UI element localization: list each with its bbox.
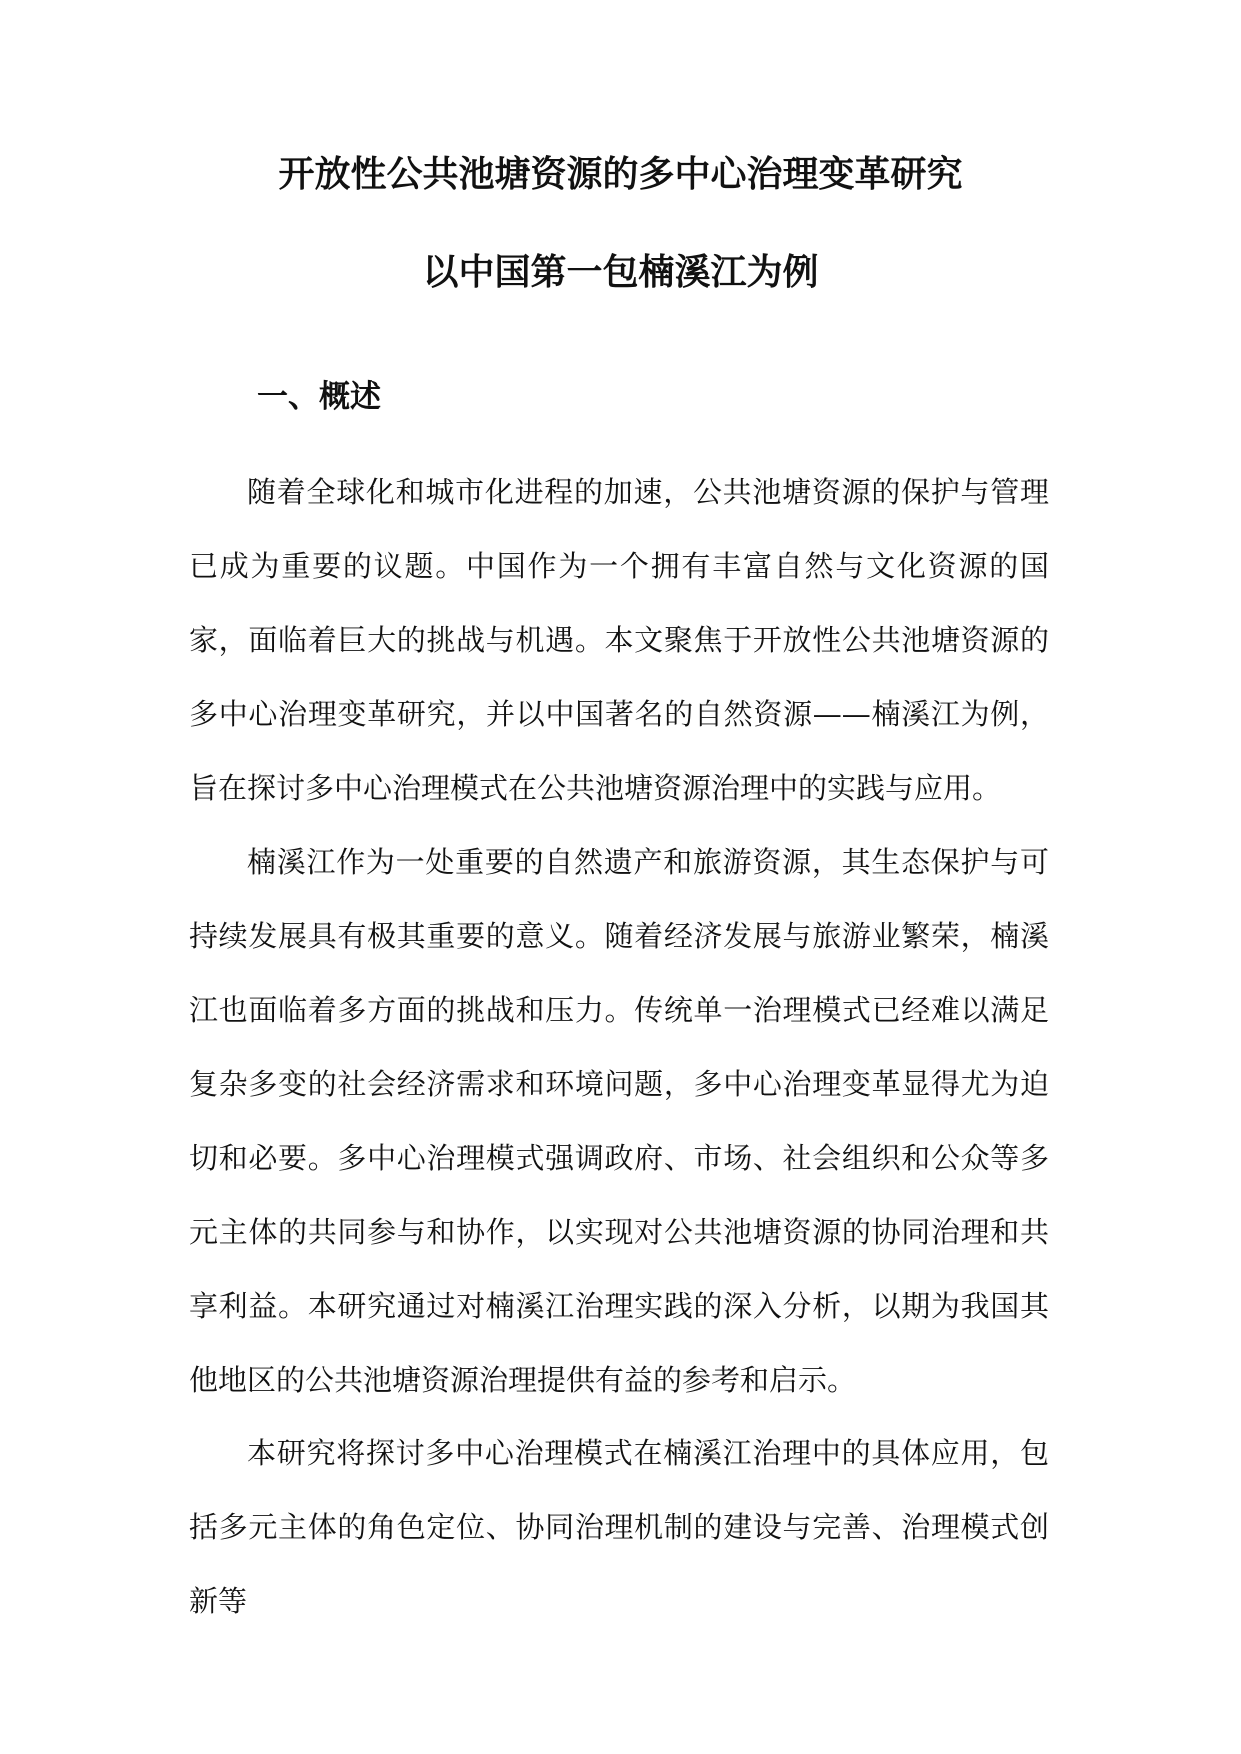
paragraph-2: 楠溪江作为一处重要的自然遗产和旅游资源，其生态保护与可持续发展具有极其重要的意义。随着经济发展与旅游业繁荣，楠溪江也面临着多方面的挑战和压力。传统单一治理模式已经难以满足复杂多变的社会经济需求和环境问题，多中心治理变革显得尤为迫切和必要。多中心治理模式强调政府、市场、社会组织和公众等多元主体的共同参与和协作，以实现对公共池塘资源的协同治理和共享利益。本研究通过对楠溪江治理实践的深入分析，以期为我国其他地区的公共池塘资源治理提供有益的参考和启示。	[189, 845, 1049, 1397]
section-heading-overview: 一、概述	[257, 379, 381, 415]
document-title-line-2: 以中国第一包楠溪江为例	[422, 252, 819, 293]
paragraph-1: 随着全球化和城市化进程的加速，公共池塘资源的保护与管理已成为重要的议题。中国作为一个拥有丰富自然与文化资源的国家，面临着巨大的挑战与机遇。本文聚焦于开放性公共池塘资源的多中心治理变革研究，并以中国著名的自然资源——楠溪江为例，旨在探讨多中心治理模式在公共池塘资源治理中的实践与应用。	[189, 475, 1049, 805]
document-title-line-1: 开放性公共池塘资源的多中心治理变革研究	[278, 154, 963, 195]
paragraph-3: 本研究将探讨多中心治理模式在楠溪江治理中的具体应用，包括多元主体的角色定位、协同治理机制的建设与完善、治理模式创新等	[189, 1436, 1049, 1618]
